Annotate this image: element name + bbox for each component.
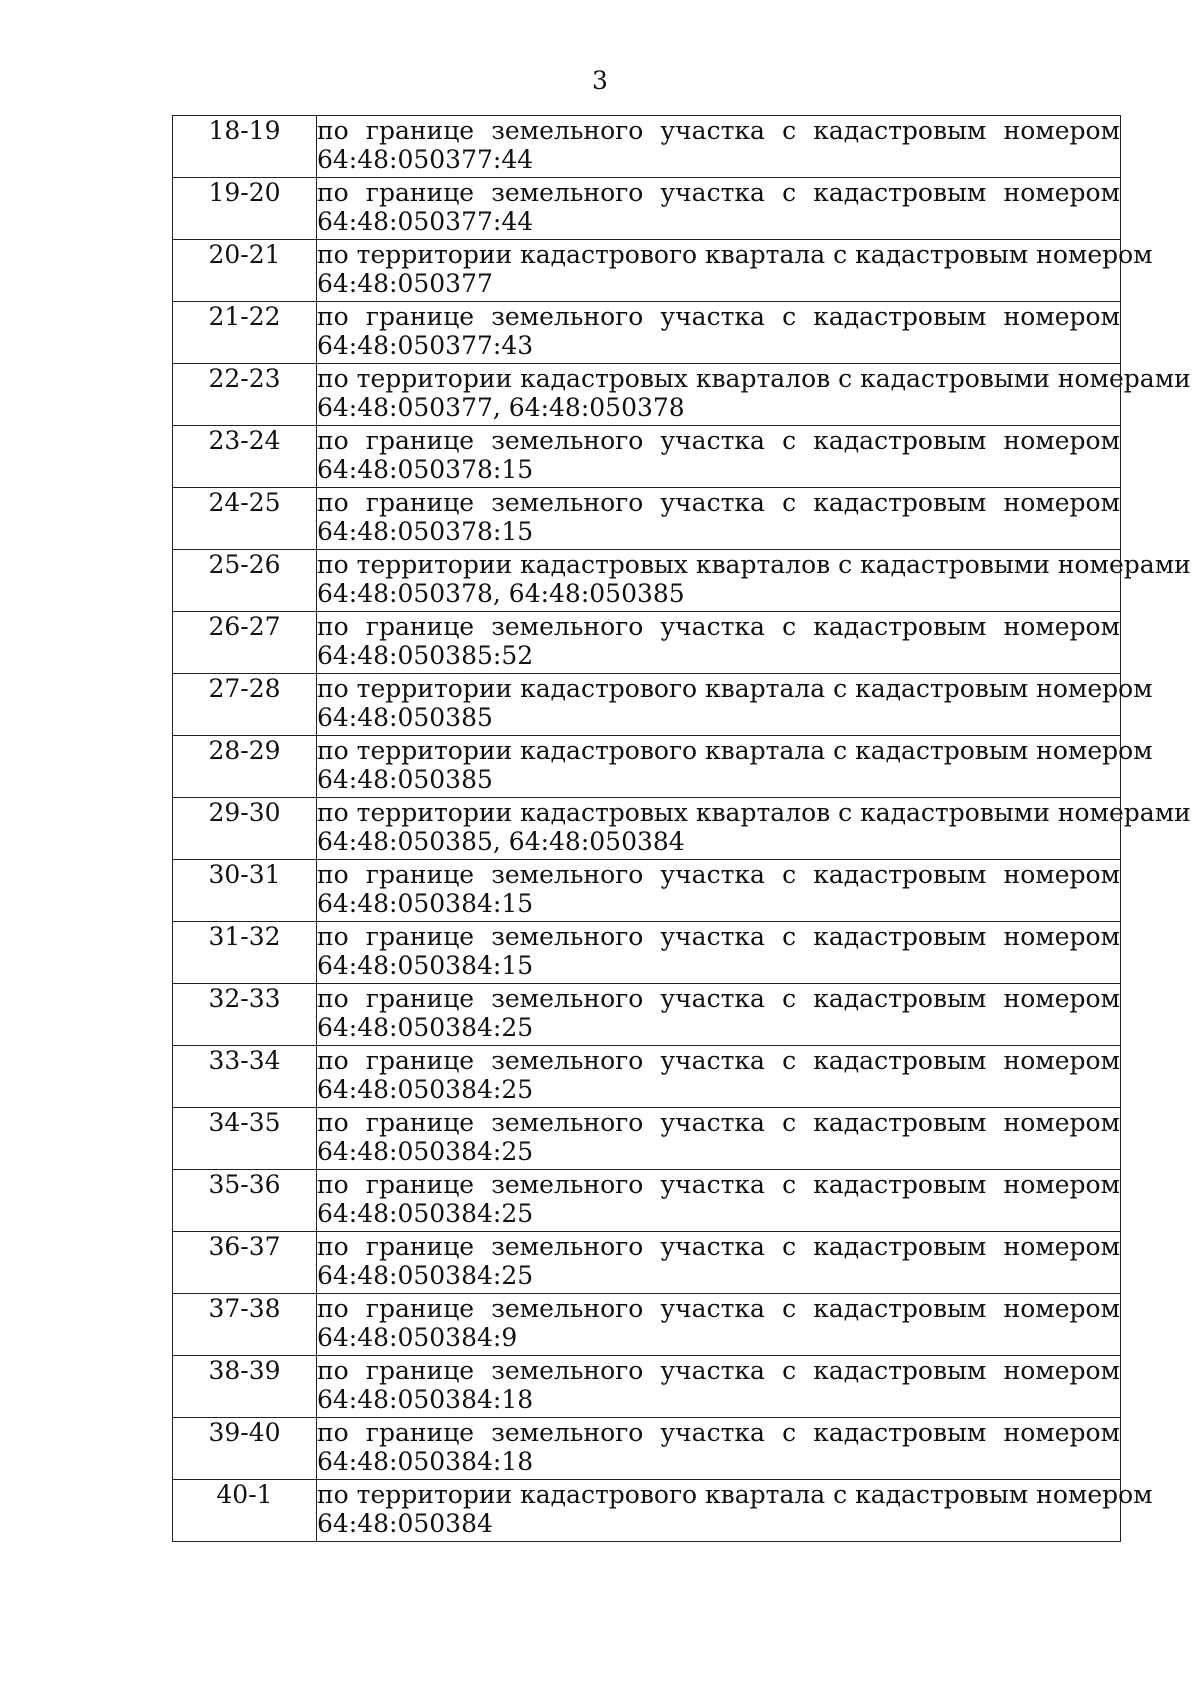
description-text — [317, 364, 1191, 422]
description-text — [317, 984, 1120, 1042]
segment-cell: 18-19 — [173, 116, 317, 178]
cadastral-number: 64:48:050384:15 — [317, 889, 534, 918]
table-row — [173, 426, 1121, 488]
description-text — [317, 1480, 1153, 1538]
description-text — [317, 240, 1153, 298]
description-line: по границе земельного участка с кадастровым номером — [317, 488, 1120, 517]
cadastral-number: 64:48:050378:15 — [317, 517, 534, 546]
cadastral-number: 64:48:050385:52 — [317, 641, 534, 670]
cadastral-number: 64:48:050384:25 — [317, 1137, 534, 1166]
description-cell — [317, 798, 1191, 860]
table-row — [173, 178, 1121, 240]
segment-cell: 20-21 — [173, 240, 317, 302]
table-row — [173, 116, 1121, 178]
description-cell — [317, 736, 1153, 798]
description-text — [317, 550, 1191, 608]
description-cell — [317, 612, 1121, 674]
segment-cell: 28-29 — [173, 736, 317, 798]
description-text — [317, 116, 1120, 174]
table-row — [173, 1294, 1121, 1356]
table-row — [173, 1418, 1121, 1480]
description-cell — [317, 1232, 1121, 1294]
cadastral-number: 64:48:050384 — [317, 1509, 493, 1538]
cadastral-number: 64:48:050377:44 — [317, 207, 534, 236]
description-text — [317, 302, 1120, 360]
description-text — [317, 488, 1120, 546]
description-line: по границе земельного участка с кадастровым номером — [317, 1356, 1120, 1385]
table-row — [173, 922, 1121, 984]
description-text — [317, 1108, 1120, 1166]
table-row — [173, 1232, 1121, 1294]
cadastral-number: 64:48:050378:15 — [317, 455, 534, 484]
segment-cell: 25-26 — [173, 550, 317, 612]
description-text — [317, 674, 1153, 732]
description-cell — [317, 860, 1121, 922]
description-cell — [317, 116, 1121, 178]
description-line: по границе земельного участка с кадастровым номером — [317, 612, 1120, 641]
description-cell — [317, 1108, 1121, 1170]
cadastral-number: 64:48:050385, 64:48:050384 — [317, 827, 685, 856]
description-cell — [317, 1294, 1121, 1356]
description-line: по территории кадастровых кварталов с кадастровыми номерами — [317, 364, 1191, 393]
table-row — [173, 736, 1121, 798]
cadastral-number: 64:48:050377, 64:48:050378 — [317, 393, 685, 422]
description-text — [317, 1232, 1120, 1290]
cadastral-number: 64:48:050378, 64:48:050385 — [317, 579, 685, 608]
description-text — [317, 1294, 1120, 1352]
cadastral-number: 64:48:050377 — [317, 269, 493, 298]
segment-cell: 29-30 — [173, 798, 317, 860]
description-line: по границе земельного участка с кадастровым номером — [317, 116, 1120, 145]
table-row — [173, 860, 1121, 922]
description-line: по границе земельного участка с кадастровым номером — [317, 178, 1120, 207]
cadastral-number: 64:48:050384:25 — [317, 1199, 534, 1228]
description-text — [317, 1418, 1120, 1476]
segment-cell: 30-31 — [173, 860, 317, 922]
description-line: по границе земельного участка с кадастровым номером — [317, 860, 1120, 889]
description-line: по территории кадастровых кварталов с кадастровыми номерами — [317, 798, 1191, 827]
cadastral-number: 64:48:050384:15 — [317, 951, 534, 980]
description-text — [317, 1170, 1120, 1228]
table-row — [173, 674, 1121, 736]
cadastral-number: 64:48:050377:43 — [317, 331, 534, 360]
cadastral-number: 64:48:050385 — [317, 703, 493, 732]
table-row — [173, 240, 1121, 302]
table-row — [173, 1108, 1121, 1170]
table-row — [173, 1356, 1121, 1418]
description-text — [317, 922, 1120, 980]
segment-cell: 40-1 — [173, 1480, 317, 1542]
table-row — [173, 364, 1121, 426]
description-text — [317, 736, 1153, 794]
description-line: по границе земельного участка с кадастровым номером — [317, 1232, 1120, 1261]
description-line: по границе земельного участка с кадастровым номером — [317, 1418, 1120, 1447]
table-row — [173, 798, 1121, 860]
description-line: по границе земельного участка с кадастровым номером — [317, 302, 1120, 331]
cadastral-number: 64:48:050384:9 — [317, 1323, 518, 1352]
description-cell — [317, 922, 1121, 984]
table-row — [173, 302, 1121, 364]
description-line: по границе земельного участка с кадастровым номером — [317, 1170, 1120, 1199]
table-row — [173, 984, 1121, 1046]
segment-cell: 27-28 — [173, 674, 317, 736]
description-cell — [317, 550, 1191, 612]
description-cell — [317, 1046, 1121, 1108]
segment-cell: 32-33 — [173, 984, 317, 1046]
cadastral-number: 64:48:050377:44 — [317, 145, 534, 174]
description-cell — [317, 364, 1191, 426]
description-cell — [317, 240, 1153, 302]
cadastral-number: 64:48:050385 — [317, 765, 493, 794]
description-line: по границе земельного участка с кадастровым номером — [317, 984, 1120, 1013]
cadastral-number: 64:48:050384:25 — [317, 1075, 534, 1104]
segment-cell: 33-34 — [173, 1046, 317, 1108]
segment-cell: 22-23 — [173, 364, 317, 426]
description-line: по границе земельного участка с кадастровым номером — [317, 1294, 1120, 1323]
segment-cell: 23-24 — [173, 426, 317, 488]
description-text — [317, 178, 1120, 236]
segment-cell: 35-36 — [173, 1170, 317, 1232]
description-text — [317, 612, 1120, 670]
segment-cell: 38-39 — [173, 1356, 317, 1418]
segment-cell: 26-27 — [173, 612, 317, 674]
cadastral-number: 64:48:050384:18 — [317, 1447, 534, 1476]
segment-cell: 34-35 — [173, 1108, 317, 1170]
segment-cell: 37-38 — [173, 1294, 317, 1356]
description-line: по территории кадастрового квартала с кадастровым номером — [317, 674, 1153, 703]
description-text — [317, 426, 1120, 484]
description-text — [317, 798, 1191, 856]
description-line: по территории кадастровых кварталов с кадастровыми номерами — [317, 550, 1191, 579]
description-cell — [317, 302, 1121, 364]
cadastral-number: 64:48:050384:25 — [317, 1261, 534, 1290]
description-line: по границе земельного участка с кадастровым номером — [317, 1108, 1120, 1137]
cadastral-number: 64:48:050384:25 — [317, 1013, 534, 1042]
description-line: по границе земельного участка с кадастровым номером — [317, 426, 1120, 455]
description-line: по территории кадастрового квартала с кадастровым номером — [317, 736, 1153, 765]
segment-cell: 19-20 — [173, 178, 317, 240]
description-cell — [317, 488, 1121, 550]
table-row — [173, 550, 1121, 612]
description-cell — [317, 984, 1121, 1046]
segment-cell: 31-32 — [173, 922, 317, 984]
description-cell — [317, 1356, 1121, 1418]
page-number: 3 — [592, 66, 608, 95]
description-cell — [317, 426, 1121, 488]
table-row — [173, 1170, 1121, 1232]
description-text — [317, 1356, 1120, 1414]
table-row — [173, 1046, 1121, 1108]
description-line: по границе земельного участка с кадастровым номером — [317, 1046, 1120, 1075]
segment-cell: 24-25 — [173, 488, 317, 550]
boundary-table — [172, 115, 1191, 1542]
description-line: по территории кадастрового квартала с кадастровым номером — [317, 240, 1153, 269]
segment-cell: 21-22 — [173, 302, 317, 364]
description-cell — [317, 1418, 1121, 1480]
table-row — [173, 612, 1121, 674]
description-cell — [317, 1480, 1153, 1542]
description-cell — [317, 674, 1153, 736]
boundary-table-body — [173, 116, 1191, 1542]
description-cell — [317, 178, 1121, 240]
description-line: по границе земельного участка с кадастровым номером — [317, 922, 1120, 951]
table-row — [173, 488, 1121, 550]
segment-cell: 39-40 — [173, 1418, 317, 1480]
description-cell — [317, 1170, 1121, 1232]
description-line: по территории кадастрового квартала с кадастровым номером — [317, 1480, 1153, 1509]
table-row — [173, 1480, 1121, 1542]
segment-cell: 36-37 — [173, 1232, 317, 1294]
cadastral-number: 64:48:050384:18 — [317, 1385, 534, 1414]
description-text — [317, 1046, 1120, 1104]
description-text — [317, 860, 1120, 918]
